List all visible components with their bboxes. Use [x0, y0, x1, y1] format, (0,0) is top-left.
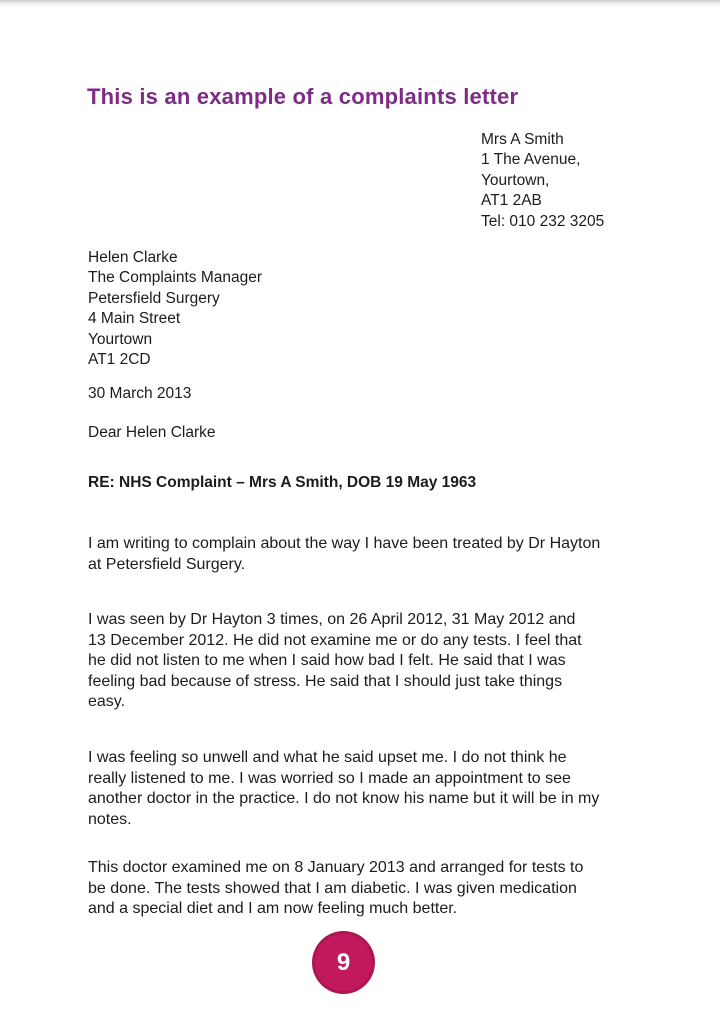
- text-line: another doctor in the practice. I do not know his name but it will be in my: [88, 790, 600, 807]
- page-top-edge-shadow: [0, 0, 720, 7]
- subject-line: RE: NHS Complaint – Mrs A Smith, DOB 19 May 1963: [88, 474, 477, 491]
- text-line: at Petersfield Surgery.: [88, 555, 246, 573]
- text-line: and a special diet and I am now feeling much better.: [88, 900, 458, 917]
- sender-address: [481, 130, 604, 232]
- text-line: 1 The Avenue,: [481, 151, 581, 169]
- text-line: Mrs A Smith: [481, 131, 564, 148]
- text-line: feeling bad because of stress. He said that I should just take things: [88, 672, 563, 690]
- page-number-badge: [312, 931, 375, 994]
- text-line: easy.: [88, 693, 126, 710]
- text-line: he did not listen to me when I said how bad I felt. He said that I was: [88, 652, 566, 669]
- paragraph-1: [88, 534, 600, 575]
- text-line: Tel: 010 232 3205: [481, 212, 605, 230]
- text-line: 13 December 2012. He did not examine me or do any tests. I feel that: [88, 631, 582, 649]
- text-line: 4 Main Street: [88, 310, 181, 328]
- text-line: I was feeling so unwell and what he said upset me. I do not think he: [88, 749, 567, 766]
- text-line: be done. The tests showed that I am diabetic. I was given medication: [88, 879, 577, 897]
- text-line: Yourtown,: [481, 171, 550, 189]
- paragraph-4: [88, 858, 583, 920]
- page-number: 9: [336, 948, 351, 976]
- text-line: Yourtown: [88, 330, 153, 348]
- paragraph-2: [88, 610, 582, 713]
- text-line: notes.: [88, 810, 132, 828]
- text-line: This doctor examined me on 8 January 2013 and arranged for tests to: [88, 859, 584, 876]
- letter-date: 30 March 2013: [88, 385, 192, 402]
- recipient-address: [88, 248, 262, 370]
- text-line: I am writing to complain about the way I have been treated by Dr Hayton: [88, 535, 601, 552]
- page-title: This is an example of a complaints letter: [87, 84, 519, 109]
- salutation: Dear Helen Clarke: [88, 424, 216, 441]
- text-line: I was seen by Dr Hayton 3 times, on 26 April 2012, 31 May 2012 and: [88, 611, 576, 628]
- text-line: Helen Clarke: [88, 249, 178, 266]
- paragraph-3: [88, 748, 599, 830]
- text-line: really listened to me. I was worried so I made an appointment to see: [88, 769, 571, 787]
- text-line: AT1 2CD: [88, 351, 151, 369]
- text-line: AT1 2AB: [481, 192, 542, 210]
- text-line: Petersfield Surgery: [88, 289, 220, 307]
- text-line: The Complaints Manager: [88, 269, 263, 287]
